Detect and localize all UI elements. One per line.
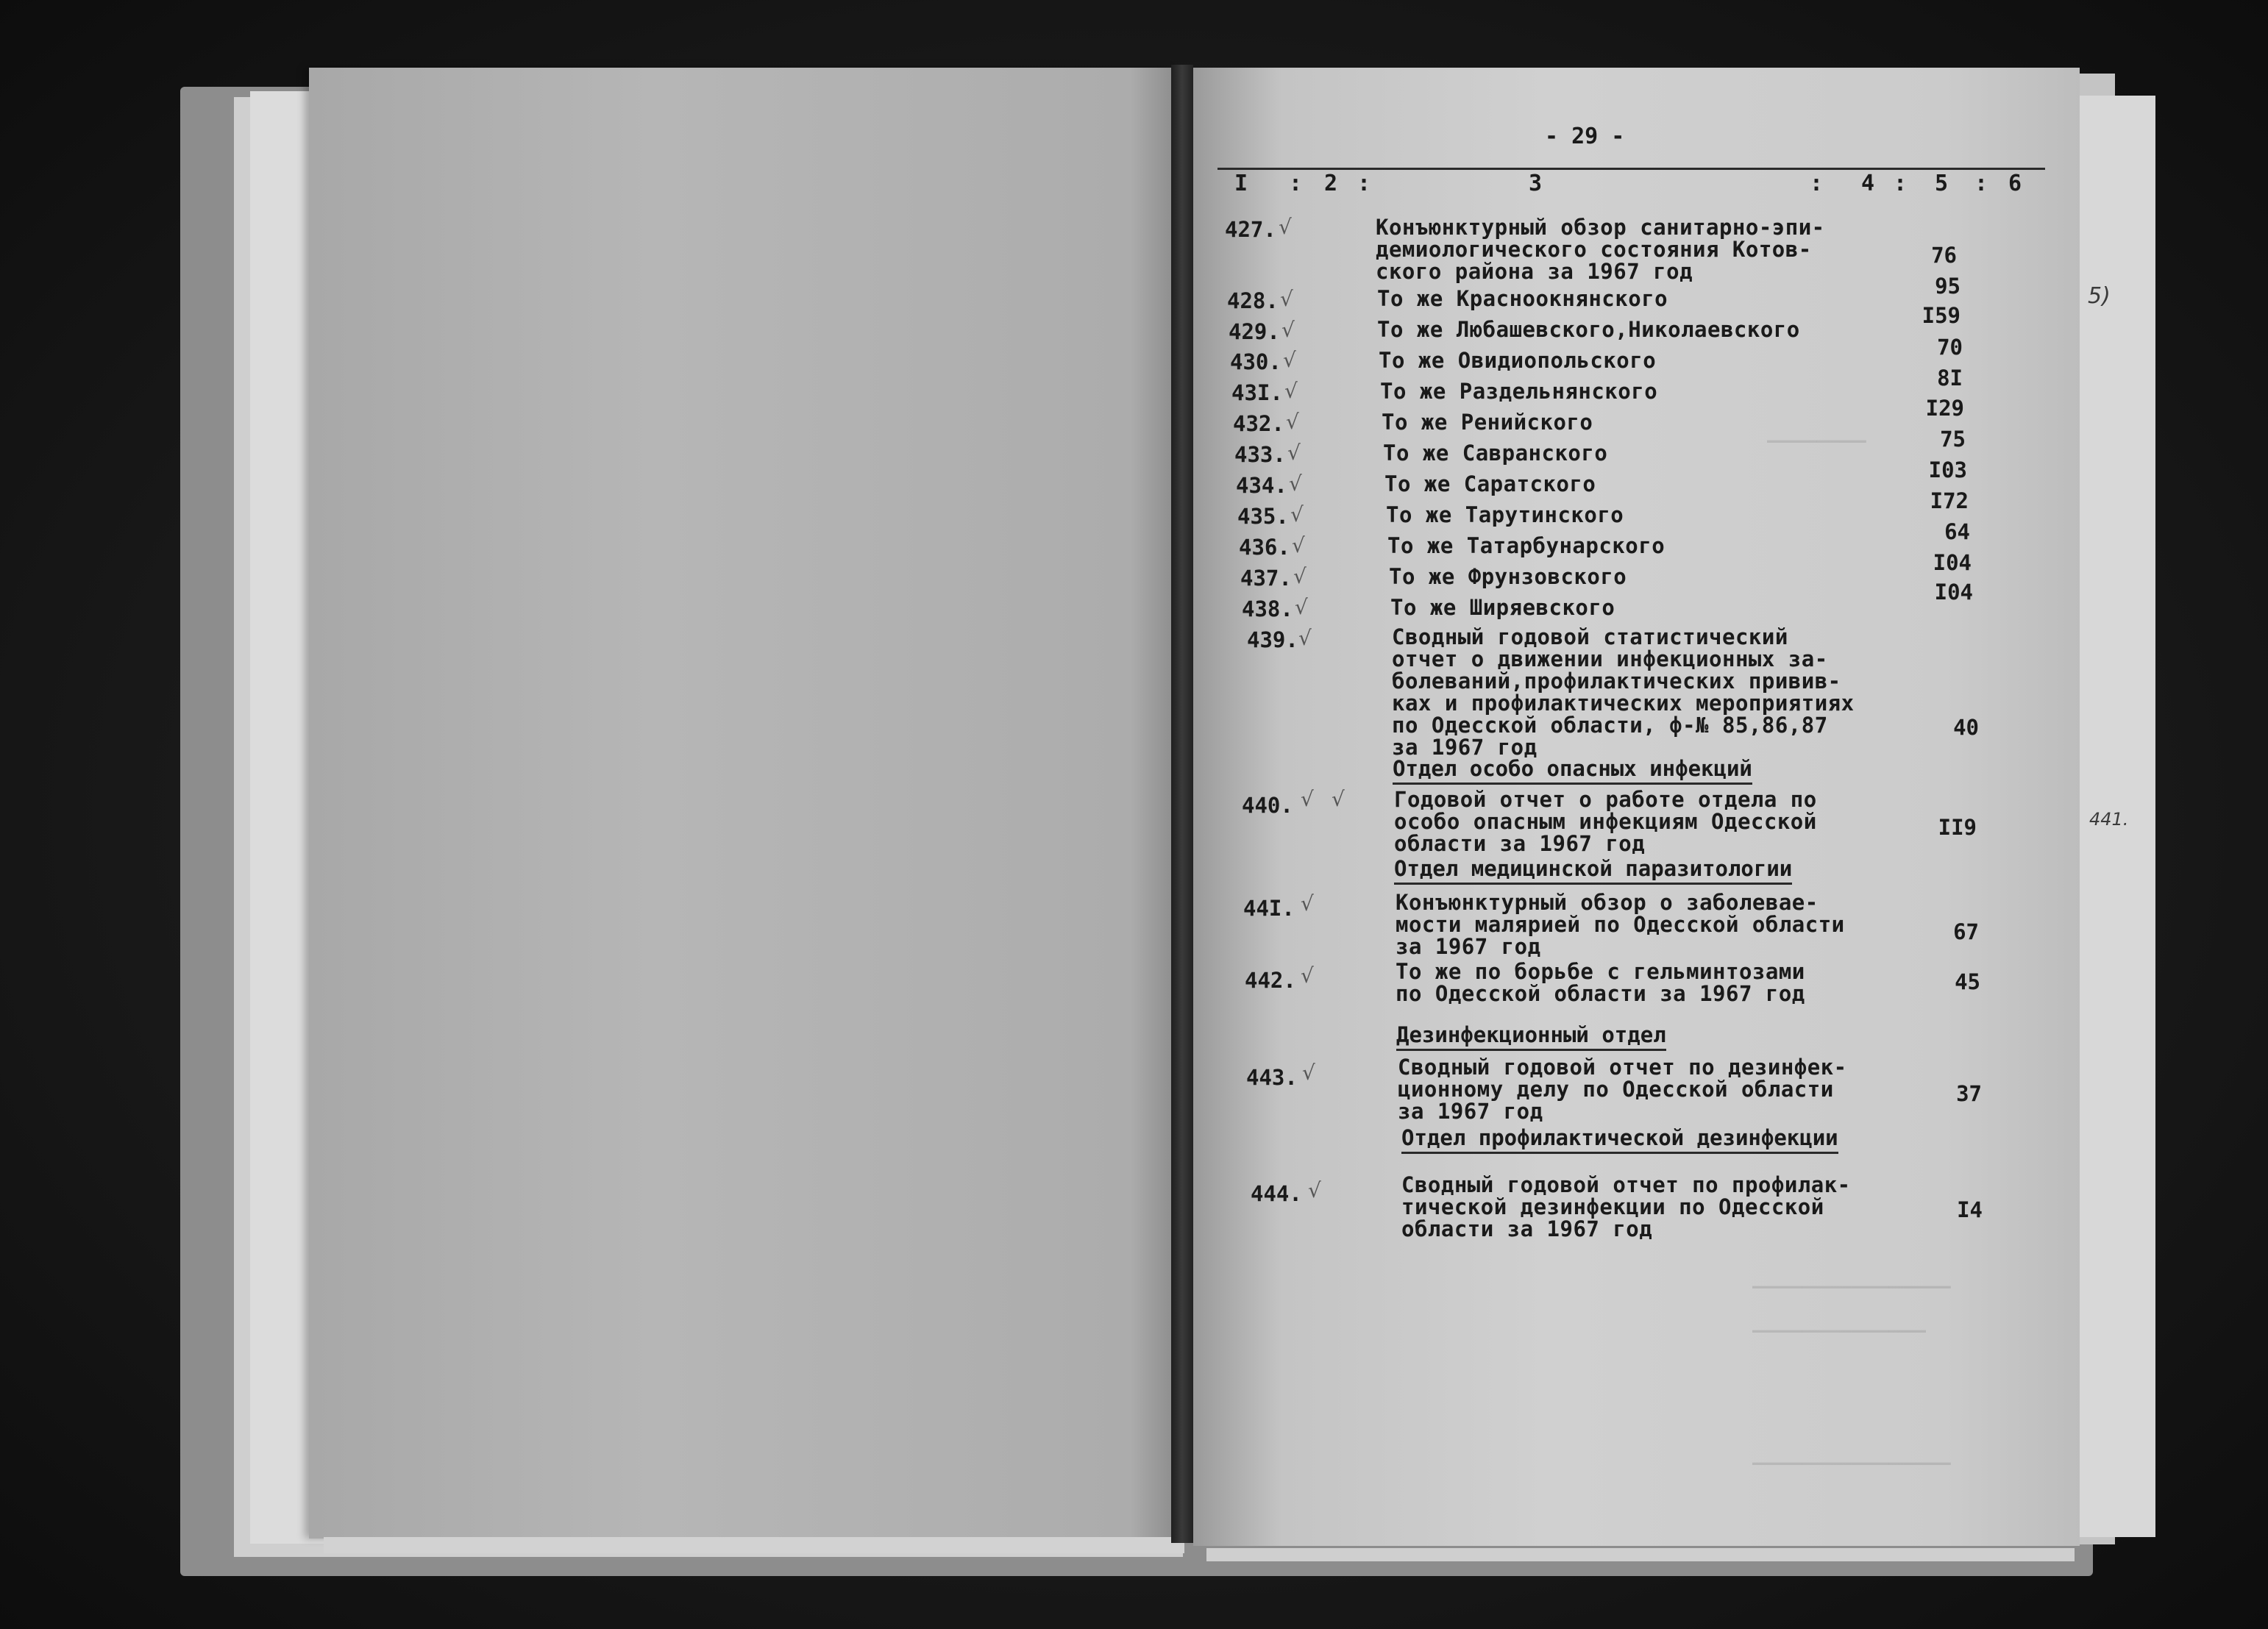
left-page-blank: [309, 68, 1173, 1539]
check-mark: √: [1284, 379, 1298, 403]
page-number: - 29 -: [1545, 124, 1625, 149]
row-value: 67: [1953, 919, 1979, 944]
check-mark: √: [1289, 471, 1302, 496]
row-number: 427.: [1225, 217, 1276, 242]
row-value: 70: [1937, 335, 1963, 360]
row-value: 8I: [1937, 366, 1963, 391]
row-text: особо опасным инфекциям Одесской: [1394, 809, 1817, 834]
row-text: То же Саратского: [1384, 471, 1596, 496]
row-number: 429.: [1229, 319, 1280, 344]
check-mark: √: [1302, 1061, 1315, 1085]
row-value: I04: [1934, 580, 1973, 605]
row-text: То же Любашевского,Николаевского: [1377, 317, 1800, 342]
row-number: 432.: [1233, 411, 1284, 436]
row-number: 428.: [1227, 288, 1279, 313]
col-header-6: 6: [2008, 171, 2022, 196]
row-text: То же по борьбе с гельминтозами: [1396, 959, 1805, 984]
row-number: 438.: [1242, 596, 1293, 621]
row-text: То же Татарбунарского: [1387, 533, 1666, 558]
check-mark: √: [1280, 287, 1293, 311]
row-value: II9: [1938, 815, 1977, 840]
row-value: 95: [1935, 274, 1960, 299]
check-mark: √: [1290, 502, 1304, 527]
row-value: I04: [1933, 550, 1972, 575]
check-mark: √: [1292, 533, 1305, 557]
check-mark: √: [1286, 410, 1299, 434]
section-heading: Отдел медицинской паразитологии: [1394, 856, 1792, 885]
check-mark: √: [1298, 626, 1312, 650]
check-mark: √: [1287, 441, 1301, 465]
row-value: 40: [1953, 715, 1979, 740]
row-text: тической дезинфекции по Одесской: [1401, 1194, 1824, 1219]
row-text: Конъюнктурный обзор санитарно-эпи-: [1376, 215, 1825, 240]
check-mark: √: [1279, 215, 1292, 239]
col-header-sep: :: [1357, 171, 1371, 196]
row-text: области за 1967 год: [1401, 1216, 1653, 1241]
row-value: I4: [1957, 1197, 1983, 1222]
col-header-3: 3: [1529, 171, 1543, 196]
check-mark: √: [1301, 787, 1314, 811]
col-header-sep: :: [1894, 171, 1908, 196]
check-mark: √: [1283, 348, 1296, 372]
row-number: 437.: [1240, 566, 1292, 591]
col-header-1: I: [1234, 171, 1248, 196]
check-mark: √: [1293, 564, 1307, 588]
row-text: То же Овидиопольского: [1379, 348, 1657, 373]
row-value: I59: [1922, 303, 1960, 328]
row-text: То же Красноокнянского: [1377, 286, 1668, 311]
row-text: То же Тарутинского: [1386, 502, 1624, 527]
row-text: ках и профилактических мероприятиях: [1392, 691, 1855, 716]
row-text: То же Ширяевского: [1390, 595, 1615, 620]
col-header-sep: :: [1289, 171, 1303, 196]
check-mark: √: [1308, 1178, 1321, 1202]
row-text: То же Раздельнянского: [1380, 379, 1658, 404]
row-text: То же Ренийского: [1382, 410, 1593, 435]
check-mark: √: [1301, 891, 1314, 916]
row-text: области за 1967 год: [1394, 831, 1646, 856]
row-value: I72: [1930, 488, 1969, 513]
row-number: 442.: [1245, 968, 1296, 993]
row-value: 64: [1944, 519, 1970, 544]
row-value: I29: [1925, 396, 1964, 421]
row-number: 430.: [1230, 349, 1281, 374]
row-text: Сводный годовой отчет по дезинфек-: [1398, 1055, 1847, 1080]
row-text: отчет о движении инфекционных за-: [1392, 646, 1828, 671]
row-number: 443.: [1246, 1065, 1298, 1090]
row-text: за 1967 год: [1396, 934, 1541, 959]
section-heading: Отдел особо опасных инфекций: [1393, 756, 1752, 785]
row-value: 45: [1955, 969, 1980, 994]
section-heading: Отдел профилактической дезинфекции: [1401, 1125, 1838, 1154]
row-text: за 1967 год: [1398, 1099, 1543, 1124]
row-number: 434.: [1236, 473, 1287, 498]
check-mark: √: [1301, 963, 1314, 988]
check-mark: √: [1281, 318, 1295, 342]
row-text: за 1967 год: [1392, 735, 1538, 760]
col-header-4: 4: [1861, 171, 1875, 196]
row-text: ционному делу по Одесской области: [1398, 1077, 1834, 1102]
row-number: 439.: [1247, 627, 1298, 652]
row-number: 44I.: [1243, 896, 1295, 921]
row-text: мости малярией по Одесской области: [1396, 912, 1845, 937]
row-value: 37: [1956, 1081, 1982, 1106]
row-value: 76: [1931, 243, 1957, 268]
row-text: То же Савранского: [1383, 441, 1608, 466]
edge-mark: 5): [2088, 283, 2111, 309]
row-text: Сводный годовой статистический: [1392, 624, 1788, 649]
check-mark: √: [1295, 595, 1308, 619]
left-page-bottom-edge: [324, 1537, 1184, 1553]
row-text: ского района за 1967 год: [1376, 259, 1693, 284]
row-text: демиологического состояния Котов-: [1376, 237, 1812, 262]
row-number: 433.: [1234, 442, 1286, 467]
row-number: 43I.: [1231, 380, 1283, 405]
right-page: ———————— ———————————————— —————————————— ————————————————: [1193, 68, 2080, 1546]
col-header-sep: :: [1974, 171, 1988, 196]
edge-mark: 441.: [2089, 809, 2129, 830]
row-text: То же Фрунзовского: [1389, 564, 1627, 589]
col-header-sep: :: [1810, 171, 1824, 196]
row-text: Сводный годовой отчет по профилак-: [1401, 1172, 1851, 1197]
row-number: 444.: [1251, 1181, 1302, 1206]
row-value: I03: [1928, 457, 1967, 482]
row-text: Годовой отчет о работе отдела по: [1394, 787, 1817, 812]
col-header-5: 5: [1935, 171, 1949, 196]
row-number: 435.: [1237, 504, 1289, 529]
row-number: 436.: [1239, 535, 1290, 560]
section-heading: Дезинфекционный отдел: [1396, 1022, 1666, 1051]
row-number: 440.: [1242, 793, 1293, 818]
row-text: по Одесской области, ф-№ 85,86,87: [1392, 713, 1828, 738]
col-header-2: 2: [1324, 171, 1338, 196]
right-page-bottom-edge: [1206, 1548, 2075, 1561]
row-text: болеваний,профилактических привив-: [1392, 669, 1841, 694]
header-rule: [1217, 168, 2045, 170]
check-mark: √: [1332, 787, 1345, 811]
row-text: по Одесской области за 1967 год: [1396, 981, 1805, 1006]
row-value: 75: [1940, 427, 1966, 452]
row-text: Конъюнктурный обзор о заболевае-: [1396, 890, 1819, 915]
book-gutter: [1171, 65, 1193, 1543]
